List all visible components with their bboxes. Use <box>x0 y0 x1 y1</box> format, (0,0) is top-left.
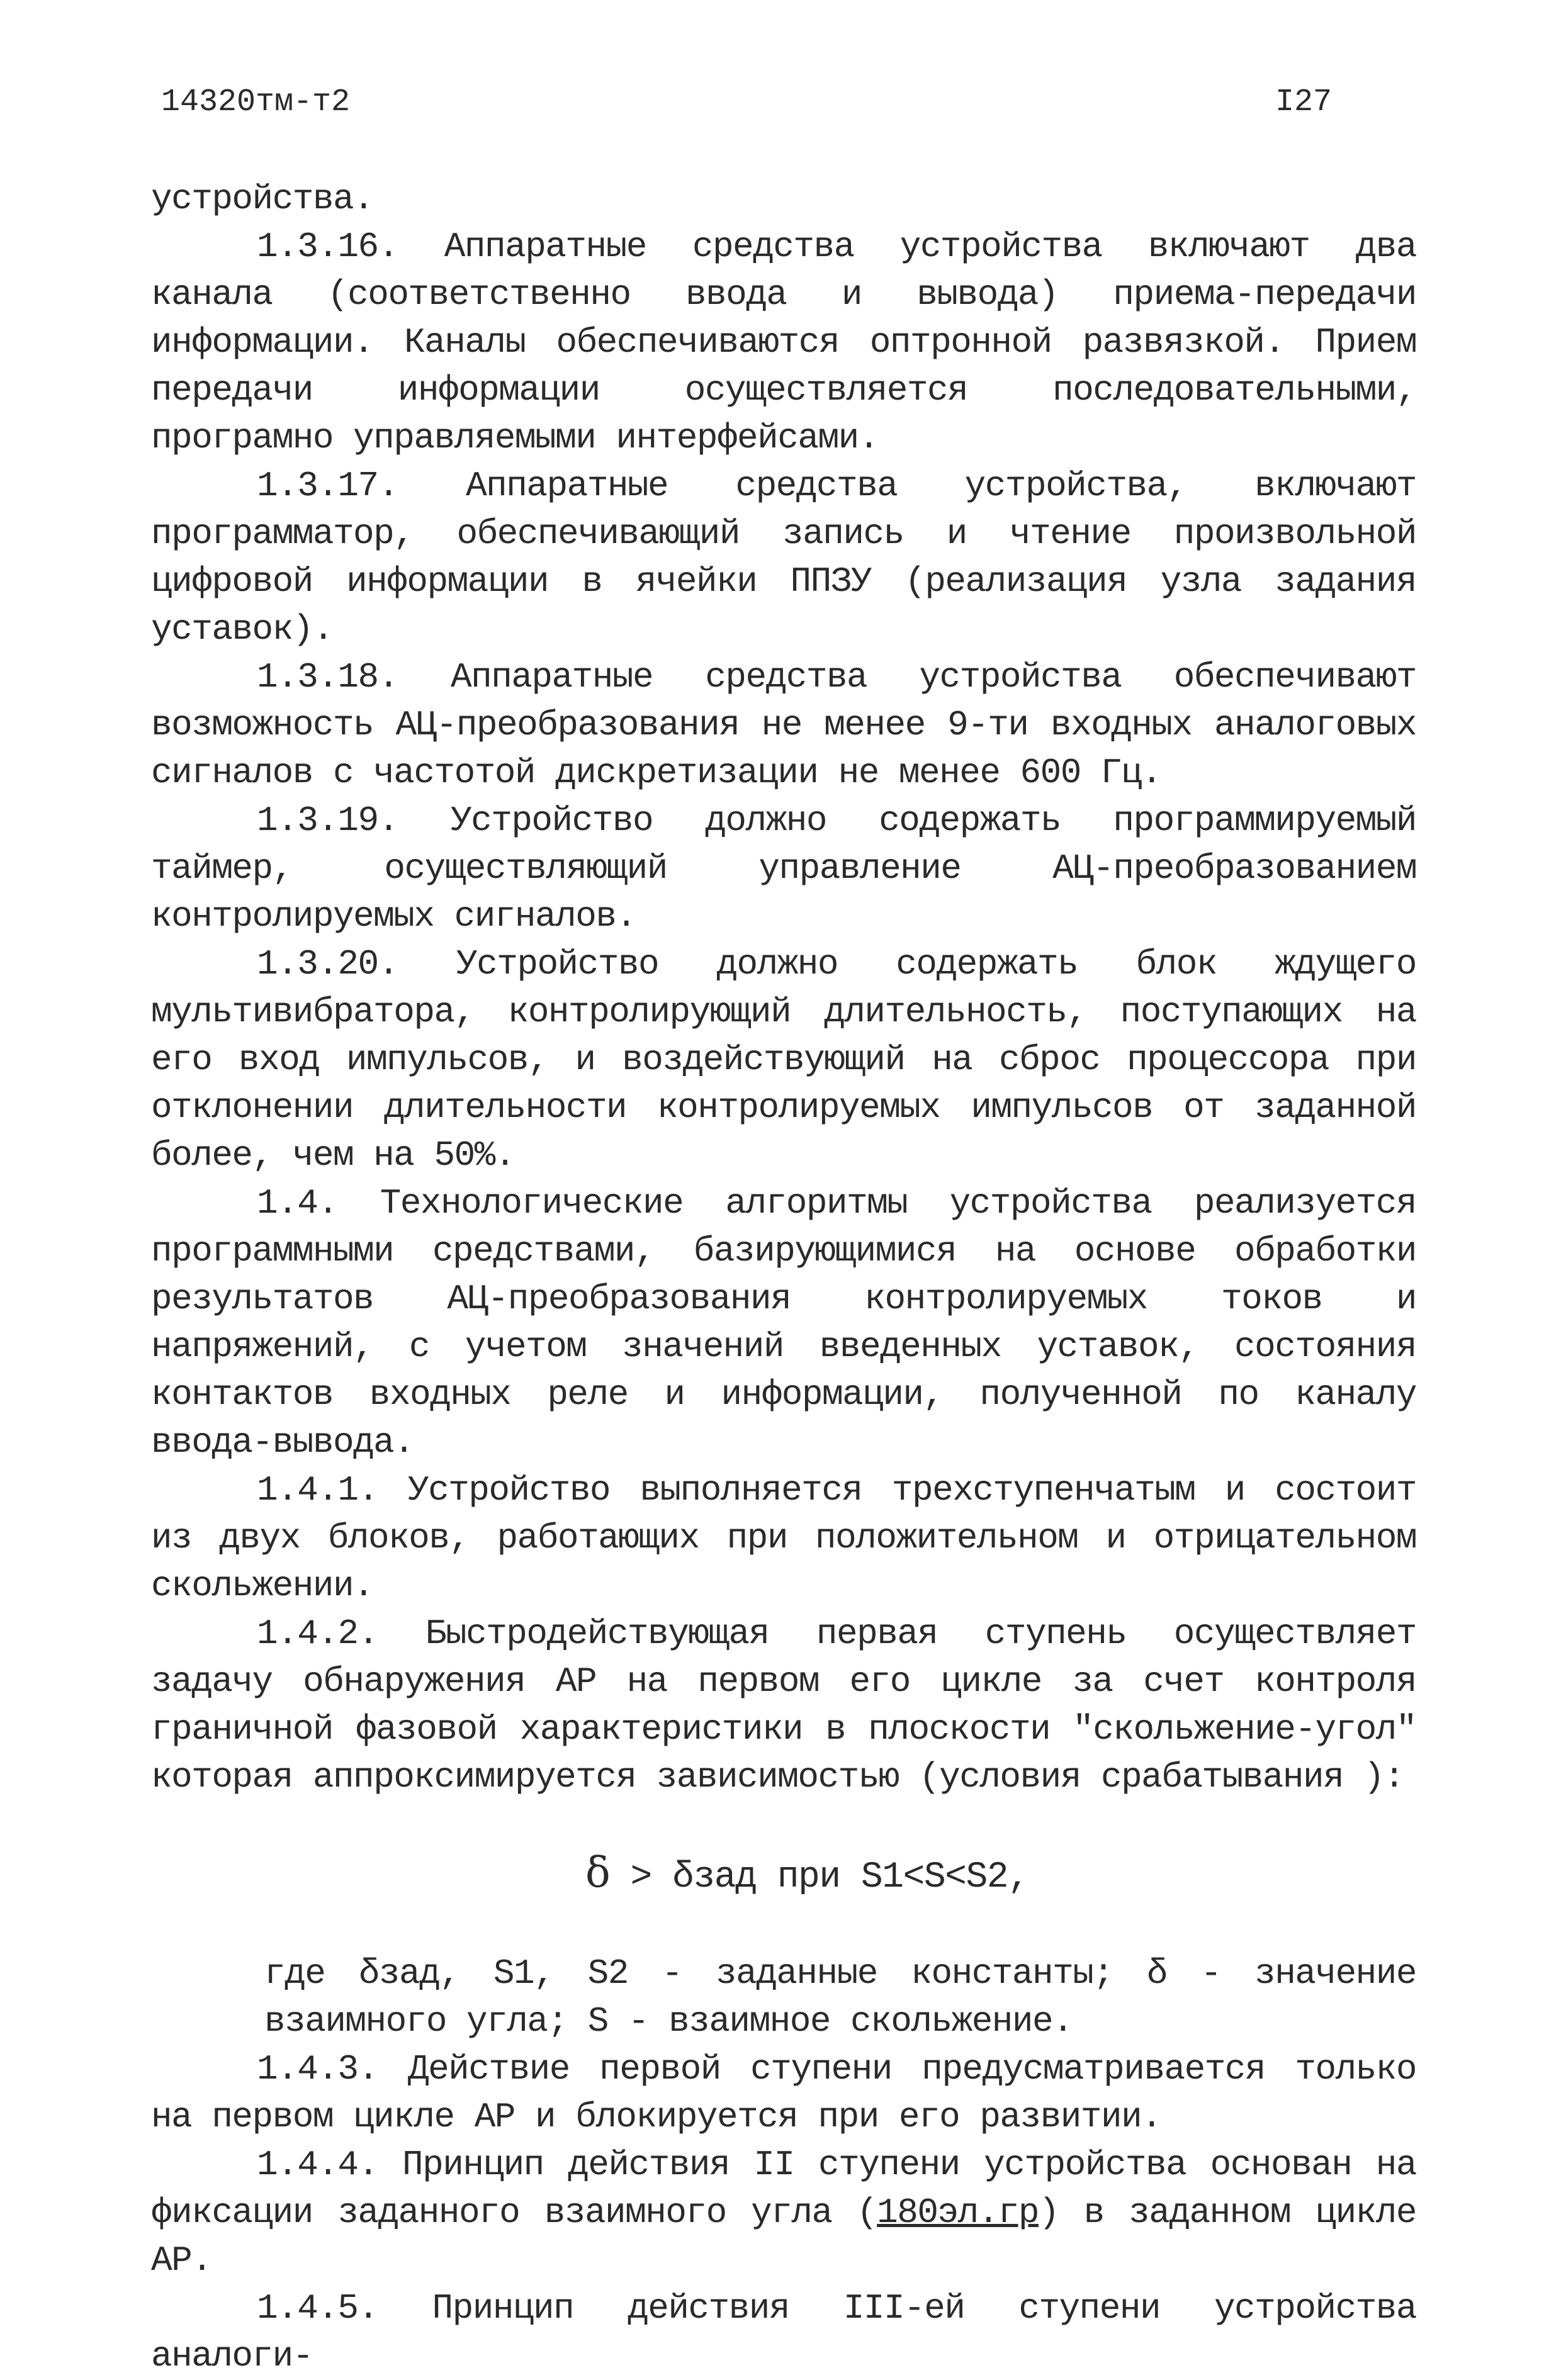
paragraph: 1.4.2. Быстродействующая первая ступень осуществляет задачу обнаружения АР на первом его цикле за счет контроля граничной фазовой характеристики в плоскости "скольжение-угол" которая аппроксимируется зависимостью (условия срабатывания ): <box>151 1614 1416 1797</box>
paragraph: устройства. <box>151 179 374 219</box>
paragraph <box>151 2141 1416 2284</box>
paragraph: 1.3.16. Аппаратные средства устройства включают два канала (соответственно ввода и вывода) приема-передачи информации. Каналы обеспечиваются оптронной развязкой. Прием передачи информации осуществляется последовательными, програмно управляемыми интерфейсами. <box>151 227 1416 458</box>
paragraph: 1.3.19. Устройство должно содержать программируемый таймер, осуществляющий управление АЦ-преобразованием контролируемых сигналов. <box>151 800 1416 936</box>
underlined-value: 180эл.гр <box>877 2192 1039 2233</box>
paragraph: 1.4.5. Принцип действия III-ей ступени устройства аналоги- <box>151 2288 1416 2376</box>
formula-condition: при S1<S<S2, <box>756 1857 1029 1898</box>
paragraph-text: ) в заданном цикле АР. <box>151 2192 1416 2281</box>
formula-legend: где δзад, S1, S2 - заданные константы; δ - значение взаимного угла; S - взаимное скольжение. <box>264 1953 1416 2041</box>
page-number: I27 <box>1275 84 1332 120</box>
paragraph: 1.3.17. Аппаратные средства устройства, включают программатор, обеспечивающий запись и чтение произвольной цифровой информации в ячейки ППЗУ (реализация узла задания уставок). <box>151 466 1416 649</box>
paragraph: 1.3.18. Аппаратные средства устройства обеспечивают возможность АЦ-преобразования не менее 9-ти входных аналоговых сигналов с частотой дискретизации не менее 600 Гц. <box>151 657 1416 793</box>
paragraph-text: 1.4.4. Принцип действия II ступени устройства основан на фиксации заданного взаимного угла ( <box>151 2145 1416 2233</box>
paragraph: 1.3.20. Устройство должно содержать блок ждущего мультивибратора, контролирующий длительность, поступающих на его вход импульсов, и воздействующий на сброс процессора при отклонении длительности контролируемых импульсов от заданной более, чем на 50%. <box>151 944 1416 1176</box>
paragraph: 1.4.3. Действие первой ступени предусматривается только на первом цикле АР и блокируется при его развитии. <box>151 2049 1416 2137</box>
formula-delta: δ <box>585 1848 610 1897</box>
paragraph: 1.4. Технологические алгоритмы устройства реализуется программными средствами, базирующимися на основе обработки результатов АЦ-преобразования контролируемых токов и напряжений, с учетом значений введенных уставок, состояния контактов входных реле и информации, полученной по каналу ввода-вывода. <box>151 1183 1416 1462</box>
trip-condition-formula <box>151 1849 1416 1902</box>
document-id: 14320тм-т2 <box>161 84 351 120</box>
document-body <box>151 175 1416 2380</box>
formula-delta-zad: δзад <box>672 1857 757 1898</box>
paragraph: 1.4.1. Устройство выполняется трехступенчатым и состоит из двух блоков, работающих при положительном и отрицательном скольжении. <box>151 1470 1416 1606</box>
formula-gt: > <box>609 1857 673 1898</box>
